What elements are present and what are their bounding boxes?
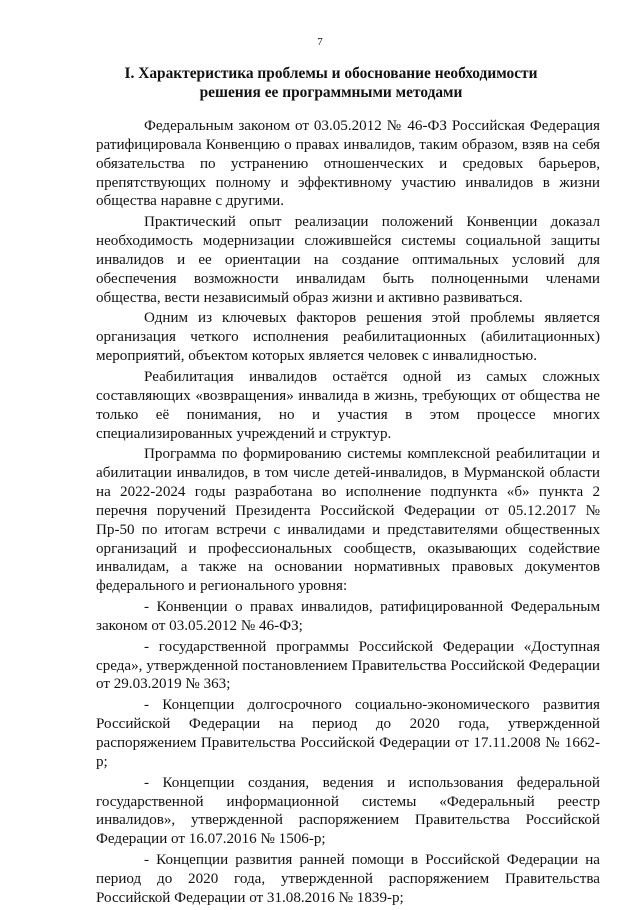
list-item-accessible-environment: - государственной программы Российской Федерации «Доступная среда», утвержденной постановлением Правительства Российской Федерации от 29.03.2019 № 363; bbox=[96, 638, 600, 693]
list-item-long-term-concept: - Концепции долгосрочного социально-экономического развития Российской Федерации на период до 2020 года, утвержденной распоряжением Правительства Российской Федерации от 17.11.2008 № 1662-р; bbox=[96, 697, 600, 770]
document-body bbox=[96, 117, 600, 910]
list-item-convention: - Конвенции о правах инвалидов, ратифицированной Федеральным законом от 03.05.2012 № 46-ФЗ; bbox=[96, 599, 600, 634]
section-heading bbox=[96, 64, 566, 102]
page-number: 7 bbox=[317, 36, 323, 48]
paragraph-practical-experience: Практический опыт реализации положений Конвенции доказал необходимость модернизации сложившейся системы социальной защиты инвалидов и ее ориентации на создание оптимальных условий для обеспечения возможности инвалидам быть полноценными членами общества, вести независимый образ жизни и активно развиваться. bbox=[96, 214, 600, 306]
paragraph-rehabilitation: Реабилитация инвалидов остаётся одной из самых сложных составляющих «возвращения» инвалида в жизнь, требующих от общества не только её понимания, но и участия в этом процессе многих специализированных учреждений и структур. bbox=[96, 368, 600, 442]
section-heading-line-1: I. Характеристика проблемы и обоснование необходимости bbox=[124, 65, 538, 82]
paragraph-convention-ratification: Федеральным законом от 03.05.2012 № 46-ФЗ Российская Федерация ратифицировала Конвенцию о правах инвалидов, таким образом, взяв на себя обязательства по устранению отношенческих и средовых барьеров, препятствующих полному и эффективному участию инвалидов в жизни общества наравне с другими. bbox=[96, 118, 600, 210]
list-item-federal-registry: - Концепции создания, ведения и использования федеральной государственной информационной системы «Федеральный реестр инвалидов», утвержденной распоряжением Правительства Российской Федерации от 16.07.2016 № 1506-р; bbox=[96, 774, 600, 848]
section-heading-line-2: решения ее программными методами bbox=[199, 84, 463, 101]
paragraph-key-factors: Одним из ключевых факторов решения этой проблемы является организация четкого исполнения реабилитационных (абилитационных) мероприятий, объектом которых является человек с инвалидностью. bbox=[96, 310, 600, 365]
list-item-early-help: - Концепции развития ранней помощи в Российской Федерации на период до 2020 года, утвержденной распоряжением Правительства Российской Федерации от 31.08.2016 № 1839-р; bbox=[96, 852, 600, 906]
paragraph-program-basis: Программа по формированию системы комплексной реабилитации и абилитации инвалидов, в том числе детей-инвалидов, в Мурманской области на 2022-2024 годы разработана во исполнение подпункта «б» пункта 2 перечня поручений Президента Российской Федерации от 05.12.2017 № Пр-50 по итогам встречи с инвалидами и представителями общественных организаций и профессиональных сообществ, оказывающих содействие инвалидам, а также на основании нормативных правовых документов федерального и регионального уровня: bbox=[96, 446, 600, 595]
